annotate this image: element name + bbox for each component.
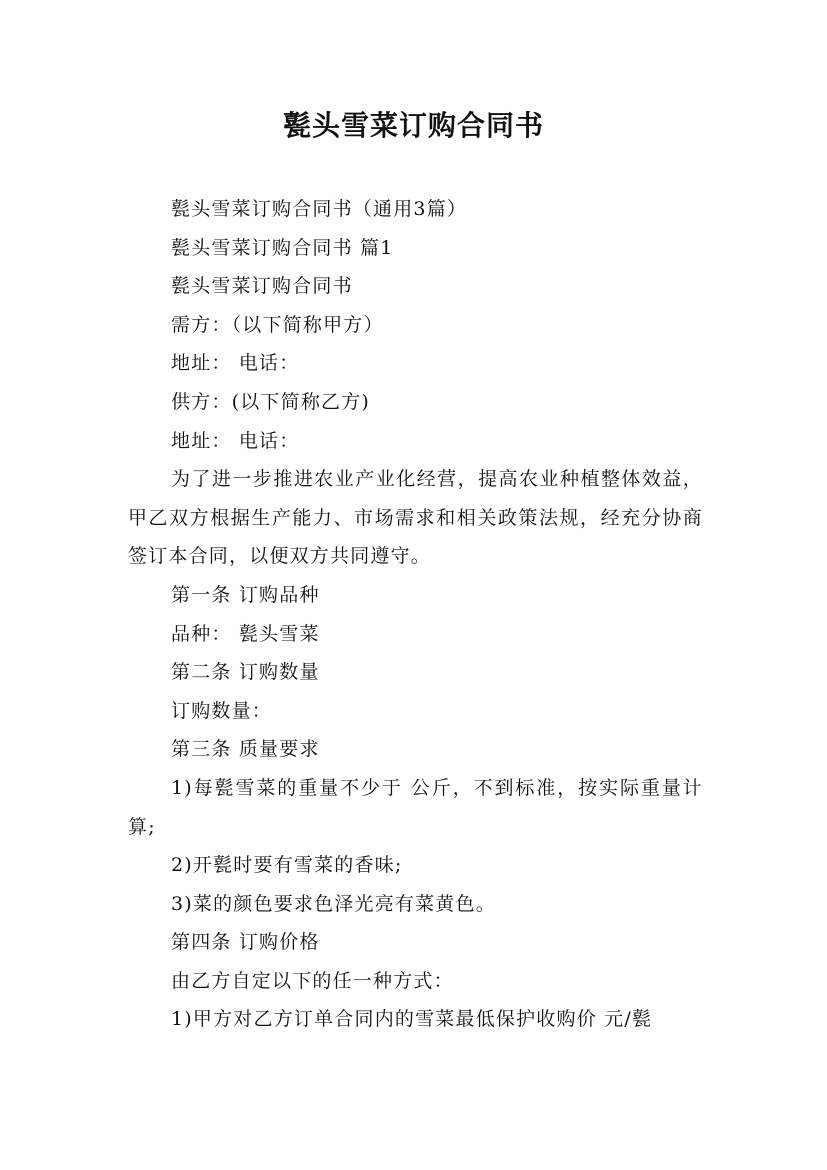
paragraph-price-1: 1)甲方对乙方订单合同内的雪菜最低保护收购价 元/甏 <box>171 1008 653 1031</box>
paragraph-preamble: 为了进一步推进农业产业化经营，提高农业种植整体效益，甲乙双方根据生产能力、市场需求和相关政策法规，经充分协商签订本合同，以便双方共同遵守。 <box>128 468 703 568</box>
paragraph-section-heading: 甏头雪菜订购合同书 篇1 <box>171 236 394 259</box>
paragraph-contract-name: 甏头雪菜订购合同书 <box>171 275 353 298</box>
paragraph-buyer: 需方：（以下简称甲方） <box>171 313 384 336</box>
paragraph-supplier: 供方：(以下简称乙方) <box>171 390 371 413</box>
paragraph-article-4: 第四条 订购价格 <box>171 931 320 954</box>
paragraph-article-3: 第三条 质量要求 <box>171 738 320 761</box>
paragraph-subtitle: 甏头雪菜订购合同书（通用3篇） <box>171 198 468 220</box>
document-body <box>128 190 703 1039</box>
paragraph-price-options: 由乙方自定以下的任一种方式： <box>171 969 454 992</box>
paragraph-article-2: 第二条 订购数量 <box>171 661 320 684</box>
paragraph-variety: 品种： 甏头雪菜 <box>171 622 320 645</box>
paragraph-quality-3: 3)菜的颜色要求色泽光亮有菜黄色。 <box>171 892 496 915</box>
paragraph-article-1: 第一条 订购品种 <box>171 583 320 606</box>
document-title: 甏头雪菜订购合同书 <box>282 109 544 142</box>
paragraph-supplier-address: 地址： 电话： <box>171 429 300 452</box>
paragraph-quality-1: 1)每甏雪菜的重量不少于 公斤，不到标准，按实际重量计算; <box>128 776 703 838</box>
paragraph-quality-2: 2)开甏时要有雪菜的香味; <box>171 854 403 877</box>
paragraph-quantity: 订购数量： <box>171 699 273 722</box>
paragraph-buyer-address: 地址： 电话： <box>171 352 300 375</box>
